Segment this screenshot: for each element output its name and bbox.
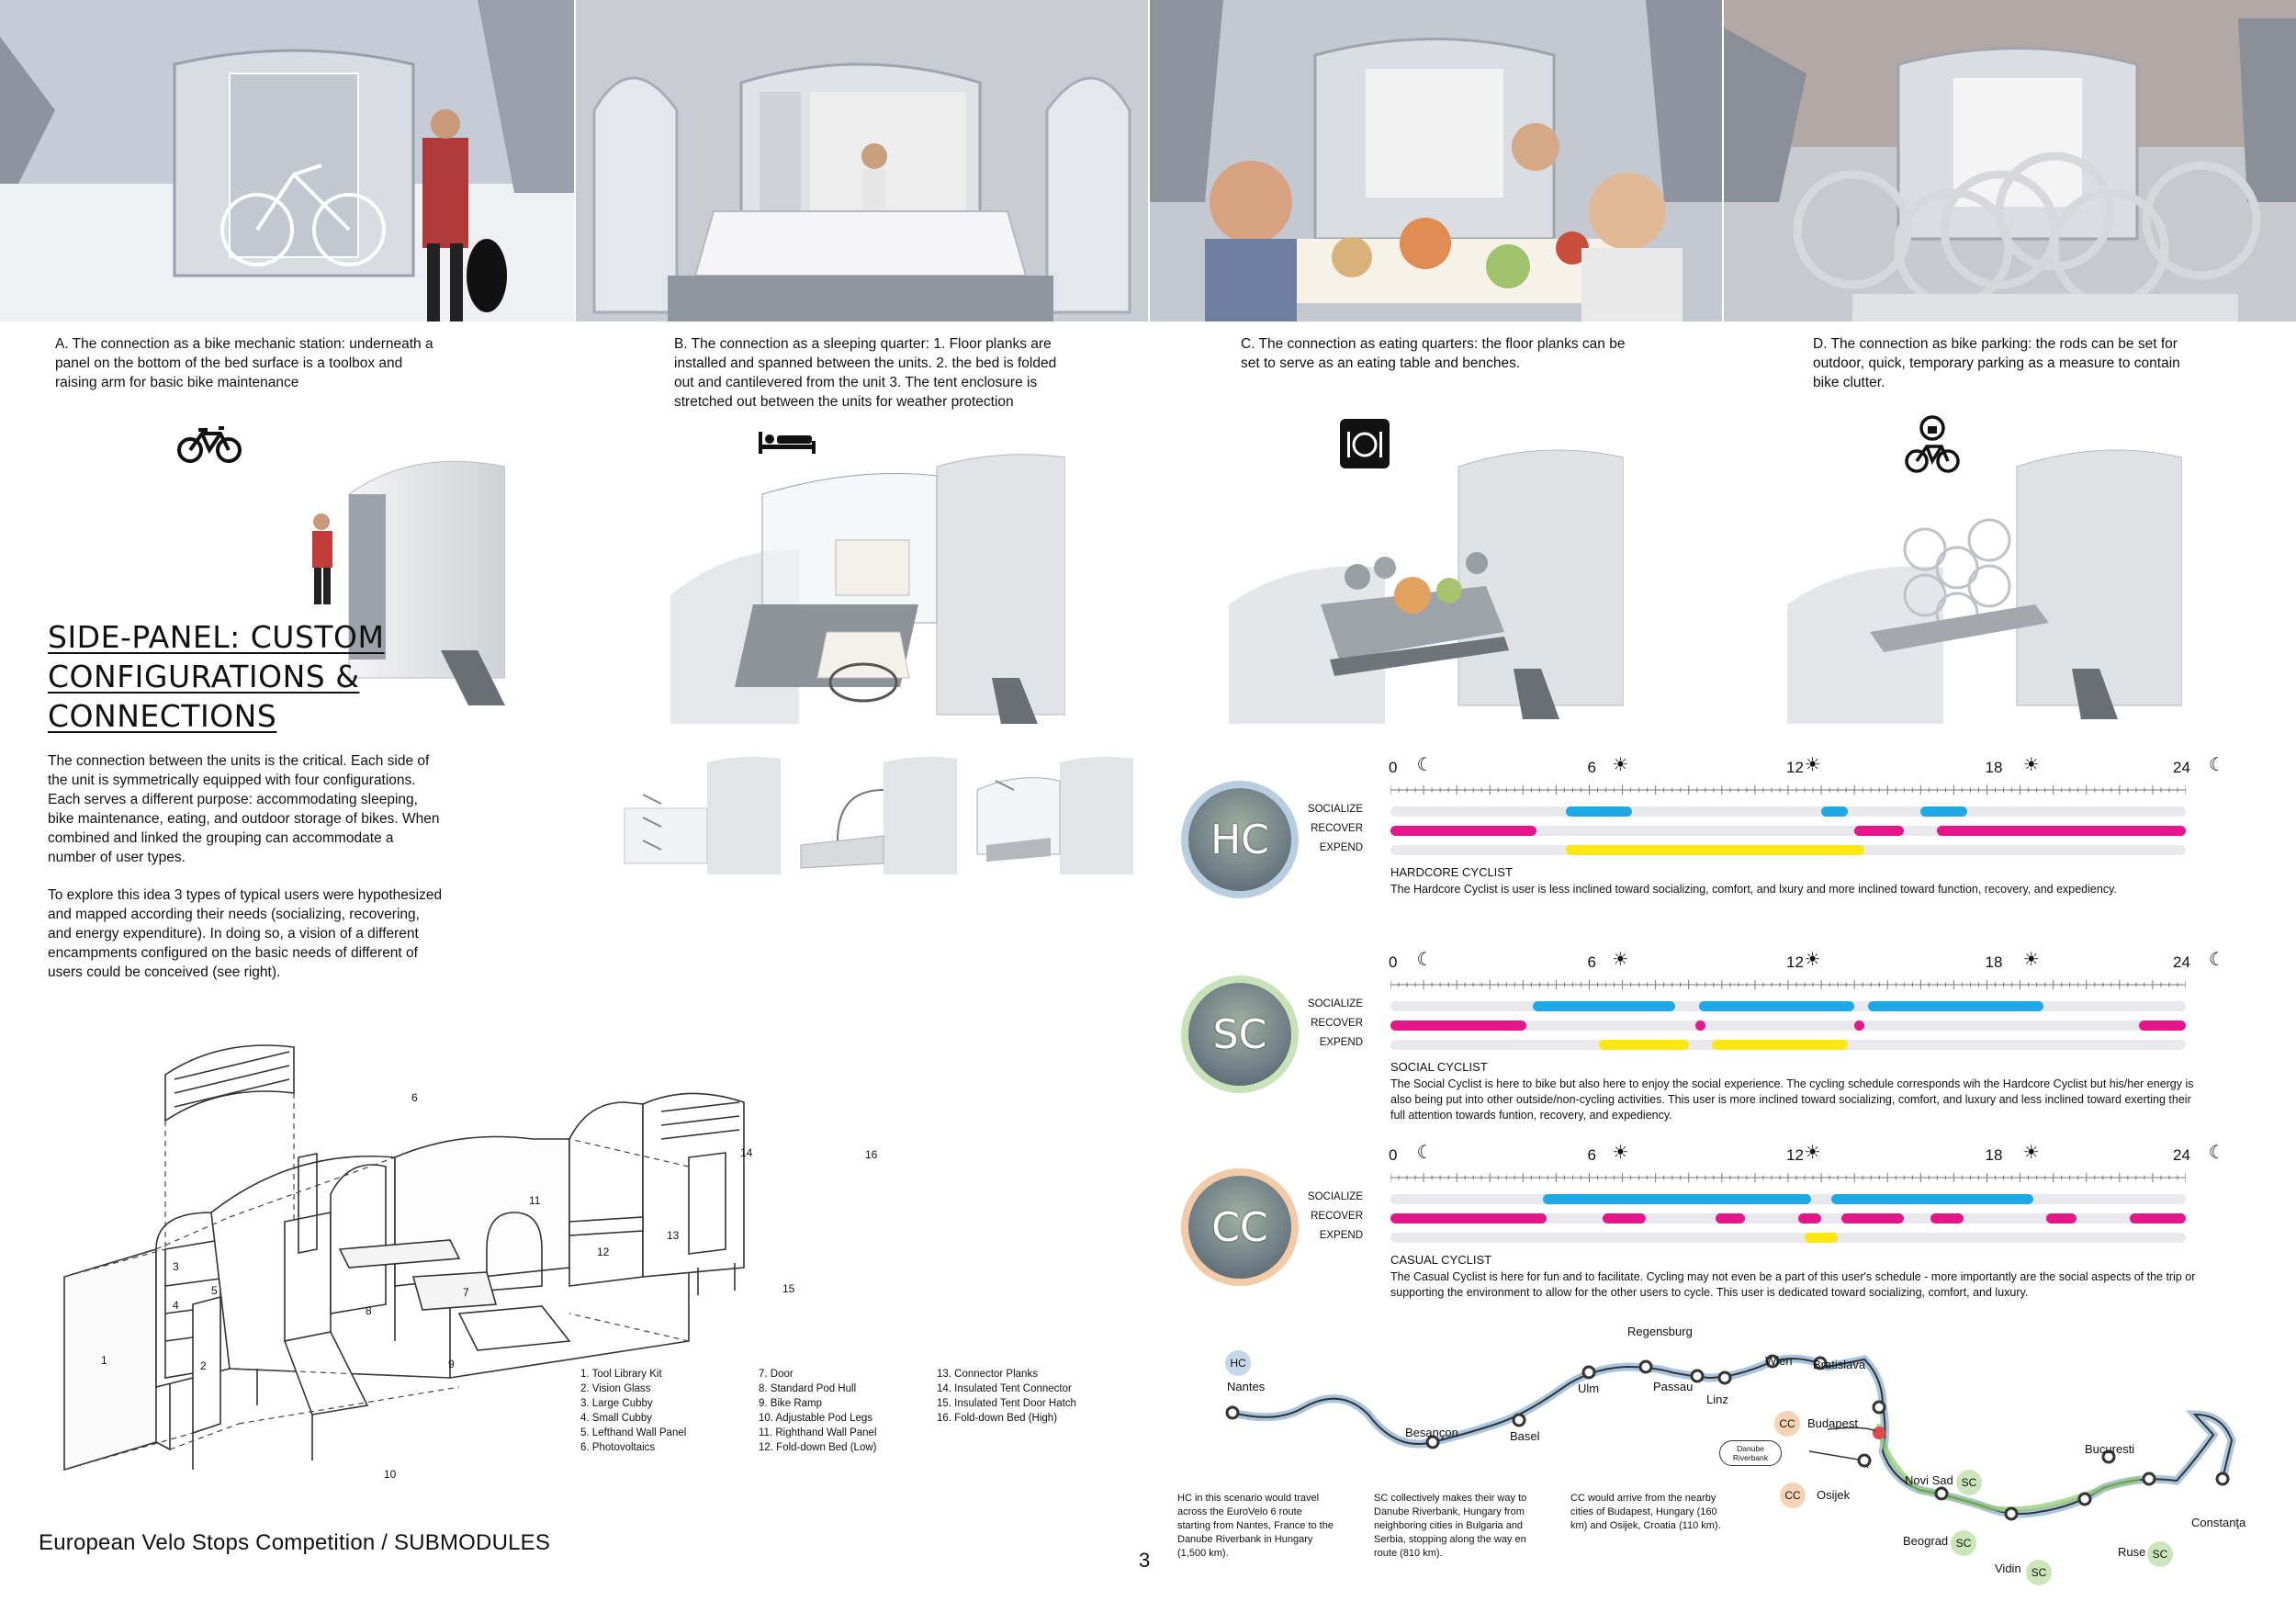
bar-label-recover: RECOVER bbox=[1311, 1211, 1363, 1222]
diagram-number-14: 14 bbox=[740, 1146, 753, 1159]
user-type-title: HARDCORE CYCLIST bbox=[1390, 865, 1513, 879]
photo-bike-parking bbox=[1724, 0, 2296, 321]
hour-label: 12 bbox=[1786, 953, 1804, 971]
map-city-label: Bucuresti bbox=[2085, 1442, 2135, 1456]
map-city-label: Basel bbox=[1510, 1429, 1540, 1443]
activity-segment-recover bbox=[2139, 1021, 2186, 1031]
map-badge-sc: SC bbox=[1951, 1530, 1976, 1556]
bar-label-recover: RECOVER bbox=[1311, 823, 1363, 834]
render-bike-parking bbox=[1787, 439, 2182, 724]
map-city-label: Besançon bbox=[1405, 1426, 1458, 1439]
hour-label: 0 bbox=[1389, 953, 1398, 971]
intro-paragraph-1: The connection between the units is the critical. Each side of the unit is symmetrically equipped with four configurations. Each serves a different purpose: accommodating sleeping, bike maintenance, eating, and outdoor storage of bikes. When combined and linked the grouping can accommodate a number of user types. bbox=[48, 753, 440, 865]
bar-track bbox=[1390, 1233, 2186, 1243]
intro-paragraph-2: To explore this idea 3 types of typical users were hypothesized and mapped according their needs (socializing, recovering, and energy expenditure). In doing so, a vision of a different encampments configured on the basic needs of different of users could be conceived (see right). bbox=[48, 887, 443, 980]
hour-ruler bbox=[1390, 783, 2186, 795]
bar-label-socialize: SOCIALIZE bbox=[1307, 998, 1363, 1009]
map-city-label: Ruse bbox=[2118, 1545, 2146, 1559]
bar-track bbox=[1390, 806, 2186, 817]
map-badge-sc: SC bbox=[2026, 1560, 2052, 1585]
bar-label-recover: RECOVER bbox=[1311, 1018, 1363, 1029]
activity-segment-recover bbox=[1854, 826, 1904, 836]
map-city-label: Bratislava bbox=[1813, 1358, 1866, 1371]
activity-segment-socialize bbox=[1699, 1001, 1855, 1011]
map-city-label: Nantes bbox=[1227, 1380, 1266, 1393]
map-city-label: Constanţa bbox=[2191, 1516, 2246, 1529]
diagram-number-3: 3 bbox=[173, 1260, 179, 1273]
bar-label-expend: EXPEND bbox=[1319, 1037, 1363, 1048]
hour-label: 18 bbox=[1985, 1146, 2003, 1164]
photo-bike-mechanic-station bbox=[0, 0, 574, 321]
legend-column-1 bbox=[580, 1367, 686, 1455]
hour-label: 18 bbox=[1985, 759, 2003, 776]
bar-label-expend: EXPEND bbox=[1319, 1230, 1363, 1241]
activity-segment-socialize bbox=[1543, 1194, 1811, 1204]
activity-segment-recover bbox=[1390, 826, 1536, 836]
moon-icon: ☾ bbox=[1416, 1143, 1434, 1163]
map-city-label: Novi Sad bbox=[1905, 1473, 1953, 1487]
moon-icon: ☾ bbox=[1416, 950, 1434, 970]
diagram-number-4: 4 bbox=[173, 1299, 179, 1312]
hour-label: 24 bbox=[2173, 1146, 2190, 1164]
diagram-number-6: 6 bbox=[411, 1091, 418, 1104]
legend-item: 8. Standard Pod Hull bbox=[759, 1383, 857, 1394]
legend-item: 7. Door bbox=[759, 1369, 793, 1380]
activity-segment-recover bbox=[1695, 1021, 1705, 1031]
map-badge-cc: CC bbox=[1780, 1483, 1806, 1508]
activity-segment-socialize bbox=[1821, 806, 1848, 817]
user-type-title: SOCIAL CYCLIST bbox=[1390, 1060, 1488, 1074]
diagram-number-1: 1 bbox=[101, 1354, 107, 1367]
legend-column-3 bbox=[937, 1367, 1076, 1426]
diagram-number-15: 15 bbox=[782, 1282, 795, 1295]
map-note-cc: CC would arrive from the nearby cities of Budapest, Hungary (160 km) and Osijek, Croatia (110 km). bbox=[1570, 1493, 1721, 1531]
map-city-label: Linz bbox=[1706, 1393, 1728, 1406]
hour-label: 6 bbox=[1587, 759, 1596, 776]
activity-segment-expend bbox=[1712, 1040, 1848, 1050]
hour-label: 6 bbox=[1587, 1146, 1596, 1164]
sun-icon: ☀ bbox=[1612, 950, 1629, 970]
map-city-label: Vidin bbox=[1995, 1562, 2021, 1575]
map-badge-sc: SC bbox=[1956, 1470, 1982, 1495]
moon-icon: ☾ bbox=[2208, 755, 2225, 775]
legend-item: 13. Connector Planks bbox=[937, 1369, 1038, 1380]
activity-segment-socialize bbox=[1920, 806, 1967, 817]
activity-segment-recover bbox=[1930, 1213, 1964, 1224]
map-note-sc: SC collectively makes their way to Danube Riverbank, Hungary from neighboring cities in Bulgaria and Serbia, stopping along the way en route (810 km). bbox=[1374, 1493, 1527, 1559]
photo-eating-quarters bbox=[1150, 0, 1722, 321]
activity-segment-recover bbox=[1841, 1213, 1905, 1224]
legend-column-2 bbox=[759, 1367, 877, 1455]
caption-bike-mechanic: A. The connection as a bike mechanic station: underneath a panel on the bottom of the bed surface is a toolbox and raising arm for basic bike maintenance bbox=[55, 336, 433, 390]
render-sleeping-quarter bbox=[670, 439, 1065, 724]
sun-icon: ☀ bbox=[2022, 950, 2040, 970]
moon-icon: ☾ bbox=[2208, 950, 2225, 970]
hour-label: 6 bbox=[1587, 953, 1596, 971]
bar-label-socialize: SOCIALIZE bbox=[1307, 804, 1363, 815]
legend-item: 9. Bike Ramp bbox=[759, 1398, 823, 1409]
activity-segment-socialize bbox=[1831, 1194, 2033, 1204]
diagram-number-16: 16 bbox=[865, 1148, 878, 1161]
section-title-line-2: CONFIGURATIONS & bbox=[48, 659, 360, 694]
diagram-number-10: 10 bbox=[384, 1468, 397, 1481]
callout-line: Riverbank bbox=[1732, 1453, 1769, 1462]
diagram-number-2: 2 bbox=[200, 1359, 207, 1372]
legend-item: 10. Adjustable Pod Legs bbox=[759, 1413, 873, 1424]
map-city-label: Beograd bbox=[1903, 1534, 1949, 1548]
hour-label: 0 bbox=[1389, 1146, 1398, 1164]
diagram-number-9: 9 bbox=[448, 1358, 455, 1370]
map-city-label: Passau bbox=[1653, 1380, 1694, 1393]
diagram-number-5: 5 bbox=[211, 1284, 218, 1297]
map-city-label: Ulm bbox=[1578, 1382, 1600, 1395]
legend-item: 15. Insulated Tent Door Hatch bbox=[937, 1398, 1076, 1409]
hour-label: 0 bbox=[1389, 759, 1398, 776]
sun-icon: ☀ bbox=[1804, 1143, 1821, 1163]
sun-icon: ☀ bbox=[1804, 755, 1821, 775]
render-eating-quarters bbox=[1229, 439, 1624, 724]
bicycle-icon bbox=[176, 424, 242, 465]
activity-segment-recover bbox=[1854, 1021, 1864, 1031]
map-city-label: Budapest bbox=[1807, 1416, 1858, 1430]
photo-sleeping-quarter bbox=[576, 0, 1148, 321]
activity-segment-expend bbox=[1566, 845, 1864, 855]
legend-item: 16. Fold-down Bed (High) bbox=[937, 1413, 1058, 1424]
step-render-2 bbox=[782, 753, 957, 874]
hour-ruler bbox=[1390, 1170, 2186, 1183]
moon-icon: ☾ bbox=[2208, 1143, 2225, 1163]
moon-icon: ☾ bbox=[1416, 755, 1434, 775]
hour-label: 24 bbox=[2173, 953, 2190, 971]
activity-segment-recover bbox=[2130, 1213, 2186, 1224]
diagram-number-7: 7 bbox=[463, 1286, 469, 1299]
activity-segment-socialize bbox=[1868, 1001, 2043, 1011]
step-render-3 bbox=[959, 753, 1133, 874]
activity-segment-recover bbox=[1716, 1213, 1745, 1224]
legend-item: 2. Vision Glass bbox=[580, 1383, 651, 1394]
sun-icon: ☀ bbox=[2022, 755, 2040, 775]
user-avatar bbox=[1181, 976, 1299, 1093]
activity-segment-recover bbox=[1937, 826, 2186, 836]
diagram-number-11: 11 bbox=[529, 1194, 541, 1207]
activity-segment-expend bbox=[1805, 1233, 1838, 1243]
section-title-line-1: SIDE-PANEL: CUSTOM bbox=[48, 619, 385, 655]
activity-segment-recover bbox=[1603, 1213, 1646, 1224]
user-code: CC bbox=[1211, 1203, 1268, 1251]
sun-icon: ☀ bbox=[2022, 1143, 2040, 1163]
caption-eating-quarters: C. The connection as eating quarters: the floor planks can be set to serve as an eating table and benches. bbox=[1241, 336, 1626, 371]
sun-icon: ☀ bbox=[1804, 950, 1821, 970]
user-type-description: The Social Cyclist is here to bike but also here to enjoy the social experience. The cycling schedule corresponds wih the Hardcore Cyclist but his/her energy is also being put into other outside/non-cycling activities. This user is more inclined toward socializing, comfort, and luxury and less inclined toward exerting their full attention towards funtion, recovery, and expediency. bbox=[1390, 1077, 2194, 1122]
activity-segment-recover bbox=[1390, 1021, 1526, 1031]
user-avatar bbox=[1181, 781, 1299, 898]
map-badge-sc: SC bbox=[2147, 1541, 2173, 1567]
section-title-line-3: CONNECTIONS bbox=[48, 698, 277, 734]
legend-item: 3. Large Cubby bbox=[580, 1398, 653, 1409]
user-type-title: CASUAL CYCLIST bbox=[1390, 1253, 1492, 1267]
sun-icon: ☀ bbox=[1612, 755, 1629, 775]
user-code: HC bbox=[1210, 816, 1269, 863]
legend-item: 12. Fold-down Bed (Low) bbox=[759, 1442, 877, 1453]
sun-icon: ☀ bbox=[1612, 1143, 1629, 1163]
legend-item: 6. Photovoltaics bbox=[580, 1442, 656, 1453]
section-title bbox=[48, 617, 433, 736]
legend-item: 4. Small Cubby bbox=[580, 1413, 652, 1424]
map-callout-danube-riverbank bbox=[1719, 1440, 1782, 1466]
legend-item: 1. Tool Library Kit bbox=[580, 1369, 662, 1380]
user-type-description: The Casual Cyclist is here for fun and to facilitate. Cycling may not even be a part of this user's schedule - more importantly are the social aspects of the trip or supporting the environment to allow for the other users to cycle. This user is dedicated toward socializing, comfort, and luxury. bbox=[1390, 1270, 2196, 1299]
user-type-description: The Hardcore Cyclist is user is less inclined toward socializing, comfort, and lxury and more inclined toward function, recovery, and expediency. bbox=[1390, 883, 2117, 896]
hour-label: 12 bbox=[1786, 1146, 1804, 1164]
map-badge-cc: CC bbox=[1774, 1411, 1800, 1437]
activity-segment-socialize bbox=[1566, 806, 1632, 817]
map-note-hc: HC in this scenario would travel across the EuroVelo 6 route starting from Nantes, France to the Danube Riverbank in Hungary (1,500 km). bbox=[1177, 1493, 1334, 1559]
hour-ruler bbox=[1390, 977, 2186, 990]
activity-segment-recover bbox=[1390, 1213, 1547, 1224]
bar-label-expend: EXPEND bbox=[1319, 842, 1363, 853]
map-city-label: Regensburg bbox=[1627, 1325, 1693, 1338]
page-number: 3 bbox=[1139, 1549, 1151, 1572]
map-city-label: Osijek bbox=[1817, 1488, 1851, 1502]
step-render-1 bbox=[606, 753, 781, 874]
hour-label: 24 bbox=[2173, 759, 2190, 776]
bar-label-socialize: SOCIALIZE bbox=[1307, 1191, 1363, 1202]
activity-segment-expend bbox=[1599, 1040, 1688, 1050]
legend-item: 14. Insulated Tent Connector bbox=[937, 1383, 1072, 1394]
map-city-label: Wien bbox=[1765, 1354, 1793, 1368]
legend-item: 5. Lefthand Wall Panel bbox=[580, 1427, 687, 1438]
user-avatar bbox=[1181, 1168, 1299, 1286]
user-code: SC bbox=[1212, 1010, 1267, 1058]
hour-label: 12 bbox=[1786, 759, 1804, 776]
activity-segment-recover bbox=[1798, 1213, 1821, 1224]
activity-segment-socialize bbox=[1533, 1001, 1675, 1011]
activity-segment-recover bbox=[2046, 1213, 2076, 1224]
diagram-number-12: 12 bbox=[597, 1246, 610, 1258]
hour-label: 18 bbox=[1985, 953, 2003, 971]
footer-title: European Velo Stops Competition / SUBMODULES bbox=[39, 1530, 551, 1555]
caption-sleeping-quarter: B. The connection as a sleeping quarter: 1. Floor planks are installed and spanned between the units. 2. the bed is folded out and cantilevered from the unit 3. The tent enclosure is stretched out between the units for weather protection bbox=[674, 336, 1057, 410]
legend-item: 11. Righthand Wall Panel bbox=[759, 1427, 877, 1438]
map-badge-hc: HC bbox=[1225, 1350, 1251, 1376]
diagram-number-13: 13 bbox=[667, 1229, 680, 1242]
diagram-number-8: 8 bbox=[366, 1304, 372, 1317]
caption-bike-parking: D. The connection as bike parking: the rods can be set for outdoor, quick, temporary parking as a measure to contain bike clutter. bbox=[1813, 336, 2180, 390]
callout-line: Danube bbox=[1737, 1444, 1764, 1453]
